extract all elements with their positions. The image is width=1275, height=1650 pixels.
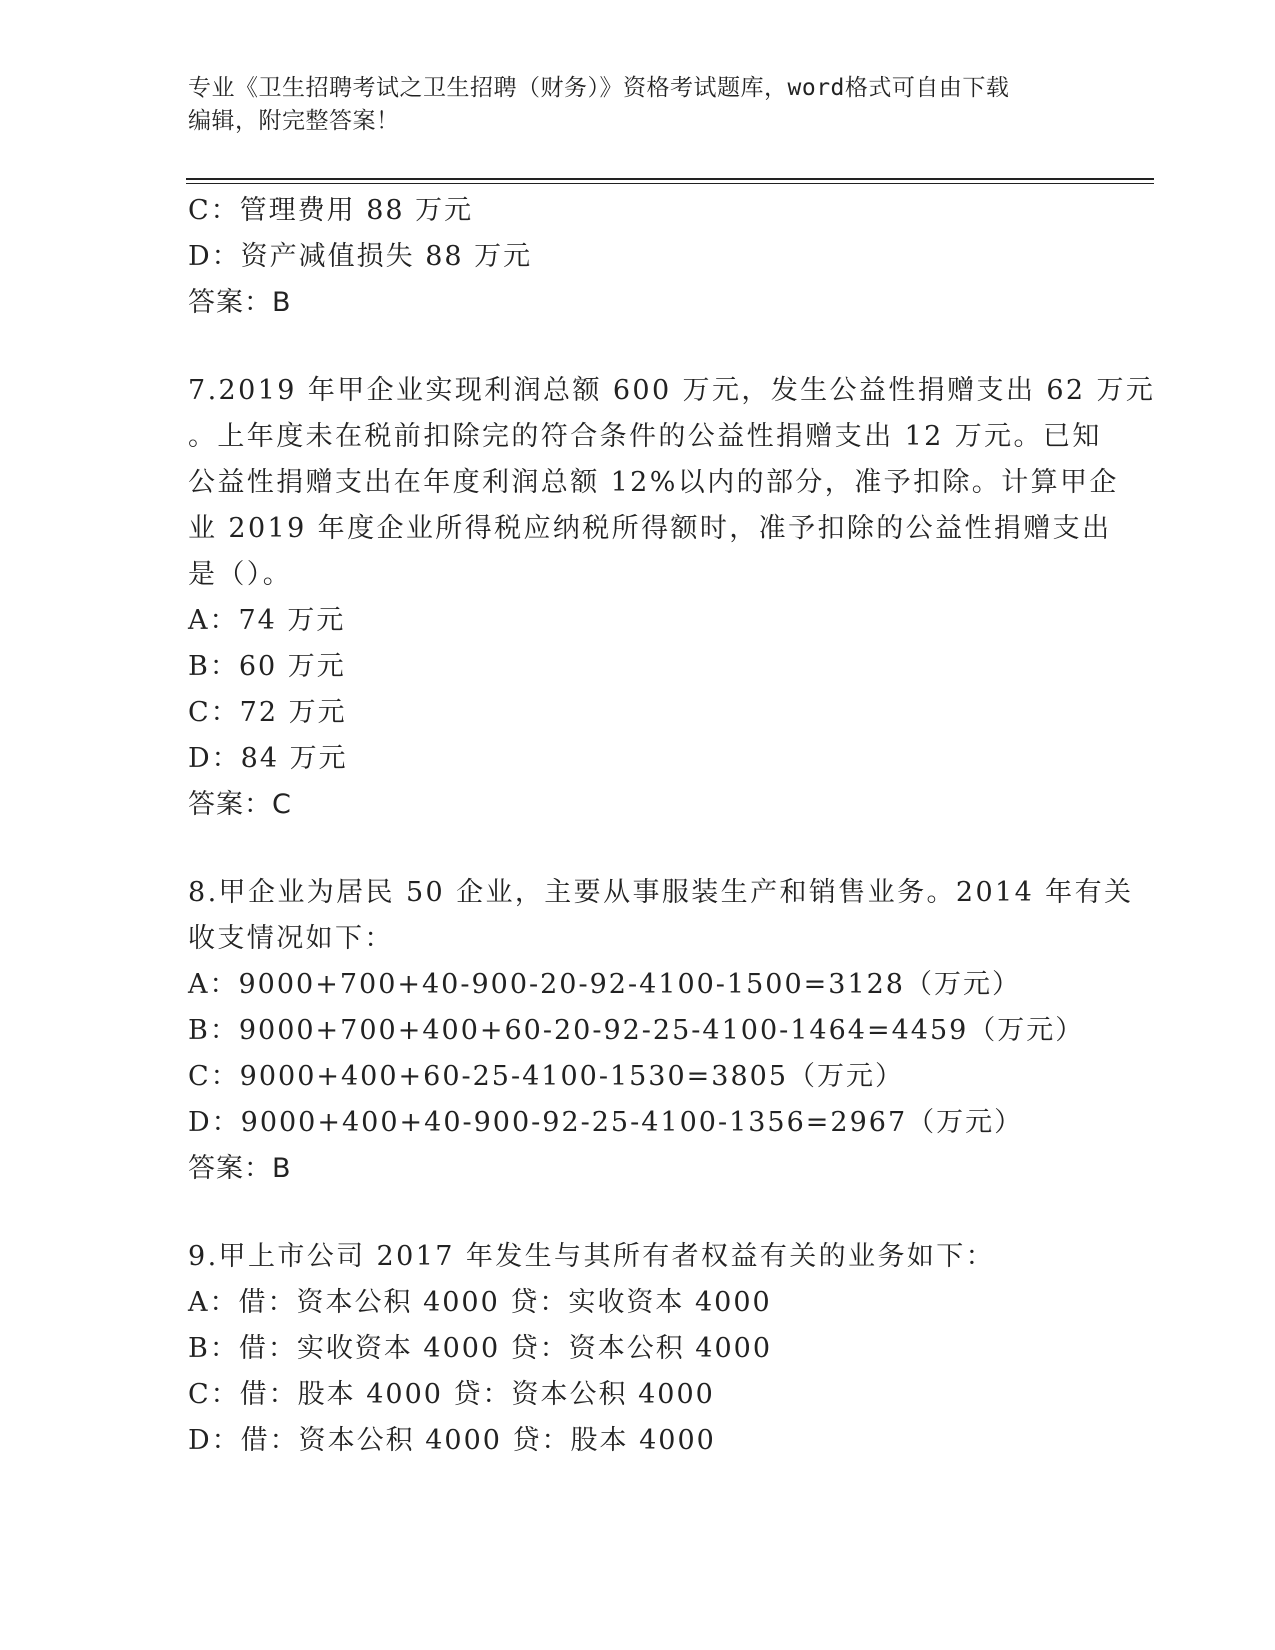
- spacer: [188, 828, 1088, 870]
- spacer: [188, 326, 1088, 368]
- option-b: B：60 万元: [188, 651, 346, 682]
- header-line-2: 编辑，附完整答案！: [188, 108, 400, 134]
- question-9: [188, 1234, 1088, 1464]
- stem-line: 业 2019 年度企业所得税应纳税所得额时，准予扣除的公益性捐赠支出: [188, 513, 1112, 544]
- option-a: A：74 万元: [188, 605, 346, 636]
- document-body: [188, 188, 1156, 1464]
- prev-question-block: [188, 188, 1088, 326]
- option-d: D：84 万元: [188, 743, 348, 774]
- header-line-1: 专业《卫生招聘考试之卫生招聘（财务）》资格考试题库，word格式可自由下载: [188, 75, 1010, 101]
- option-b: B：9000+700+400+60-20-92-25-4100-1464=4459（万元）: [188, 1015, 1085, 1046]
- option-c: C：72 万元: [188, 697, 347, 728]
- stem-line: 7.2019 年甲企业实现利润总额 600 万元，发生公益性捐赠支出 62 万元: [188, 375, 1156, 406]
- option-a: A：借：资本公积 4000 贷：实收资本 4000: [188, 1287, 772, 1318]
- option-c: C：管理费用 88 万元: [188, 195, 474, 226]
- answer-line: 答案：B: [188, 287, 292, 318]
- option-a: A：9000+700+40-900-20-92-4100-1500=3128（万元）: [188, 969, 1021, 1000]
- option-d: D：借：资本公积 4000 贷：股本 4000: [188, 1425, 716, 1456]
- option-d: D：资产减值损失 88 万元: [188, 241, 533, 272]
- question-8: [188, 870, 1134, 1192]
- question-stem: [188, 368, 1156, 598]
- answer-line: 答案：C: [188, 789, 292, 820]
- option-d: D：9000+400+40-900-92-25-4100-1356=2967（万元）: [188, 1107, 1024, 1138]
- question-7: [188, 368, 1156, 828]
- header-divider-thin: [186, 183, 1154, 184]
- stem-line: 。上年度未在税前扣除完的符合条件的公益性捐赠支出 12 万元。已知: [188, 421, 1102, 452]
- answer-line: 答案：B: [188, 1153, 292, 1184]
- stem-line: 收支情况如下：: [188, 923, 394, 954]
- option-c: C：借：股本 4000 贷：资本公积 4000: [188, 1379, 715, 1410]
- option-b: B：借：实收资本 4000 贷：资本公积 4000: [188, 1333, 773, 1364]
- stem-line: 9.甲上市公司 2017 年发生与其所有者权益有关的业务如下：: [188, 1241, 996, 1272]
- question-stem: [188, 870, 1134, 962]
- spacer: [188, 1192, 1088, 1234]
- document-header: [188, 72, 1088, 138]
- question-stem: [188, 1234, 1088, 1280]
- option-c: C：9000+400+60-25-4100-1530=3805（万元）: [188, 1061, 904, 1092]
- stem-line: 8.甲企业为居民 50 企业，主要从事服装生产和销售业务。2014 年有关: [188, 877, 1134, 908]
- stem-line: 是（）。: [188, 559, 293, 590]
- header-divider-thick: [186, 178, 1154, 180]
- stem-line: 公益性捐赠支出在年度利润总额 12%以内的部分，准予扣除。计算甲企: [188, 467, 1119, 498]
